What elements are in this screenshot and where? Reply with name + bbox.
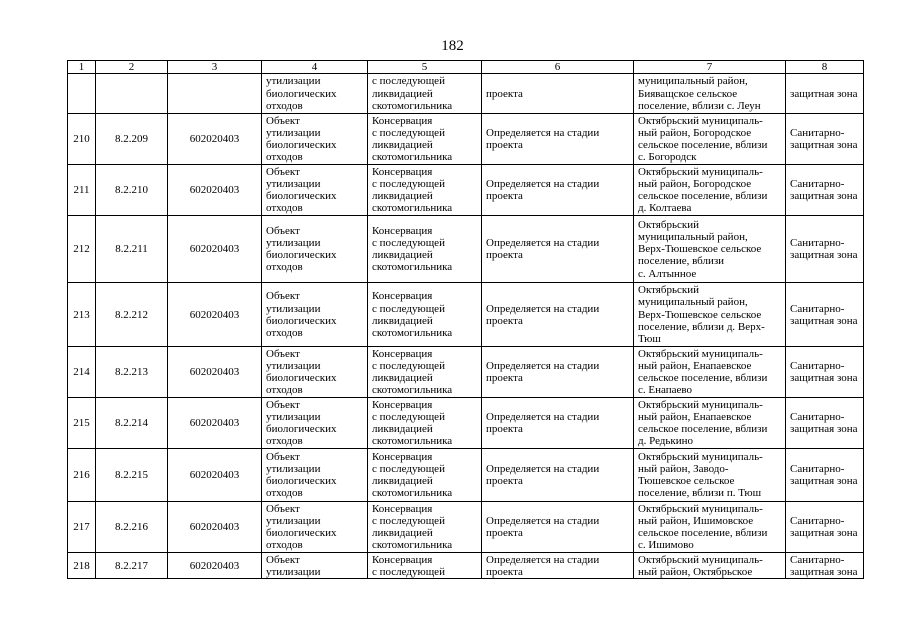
code-cell: 8.2.212 [96,283,168,347]
row-number-cell: 214 [68,347,96,398]
location-cell: муниципальный район, Бияващское сельское поселение, вблизи с. Леун [634,74,786,114]
location-cell: Октябрьский муниципаль- ный район, Богородское сельское поселение, вблизи с. Богородск [634,114,786,165]
stage-cell: Определяется на стадии проекта [482,398,634,449]
action-cell: Консервация с последующей ликвидацией скотомогильника [368,283,482,347]
code-cell: 8.2.210 [96,165,168,216]
stage-cell: проекта [482,74,634,114]
stage-cell: Определяется на стадии проекта [482,216,634,283]
classifier-cell: 602020403 [168,553,262,579]
table-row [68,165,864,216]
objects-table [67,60,864,579]
row-number-cell [68,74,96,114]
action-cell: Консервация с последующей ликвидацией скотомогильника [368,216,482,283]
zone-cell: Санитарно- защитная зона [786,502,864,553]
row-number-cell: 218 [68,553,96,579]
location-cell: Октябрьский муниципаль- ный район, Ишимовское сельское поселение, вблизи с. Ишимово [634,502,786,553]
zone-cell: Санитарно- защитная зона [786,283,864,347]
table-row [68,347,864,398]
column-number: 4 [262,61,368,74]
table-row [68,553,864,579]
location-cell: Октябрьский муниципальный район, Верх-Тюшевское сельское поселение, вблизи д. Верх- Тюш [634,283,786,347]
action-cell: Консервация с последующей ликвидацией скотомогильника [368,347,482,398]
row-number-cell: 211 [68,165,96,216]
table-row [68,398,864,449]
location-cell: Октябрьский муниципаль- ный район, Богородское сельское поселение, вблизи д. Колтаева [634,165,786,216]
stage-cell: Определяется на стадии проекта [482,283,634,347]
row-number-cell: 216 [68,449,96,502]
stage-cell: Определяется на стадии проекта [482,165,634,216]
stage-cell: Определяется на стадии проекта [482,347,634,398]
stage-cell: Определяется на стадии проекта [482,449,634,502]
object-cell: Объект утилизации биологических отходов [262,216,368,283]
classifier-cell: 602020403 [168,347,262,398]
zone-cell: Санитарно- защитная зона [786,216,864,283]
location-cell: Октябрьский муниципаль- ный район, Заводо- Тюшевское сельское поселение, вблизи п. Тюш [634,449,786,502]
object-cell: утилизации биологических отходов [262,74,368,114]
page-number: 182 [441,38,464,54]
object-cell: Объект утилизации биологических отходов [262,283,368,347]
code-cell: 8.2.217 [96,553,168,579]
code-cell: 8.2.209 [96,114,168,165]
location-cell: Октябрьский муниципаль- ный район, Енапаевское сельское поселение, вблизи с. Енапаево [634,347,786,398]
action-cell: Консервация с последующей ликвидацией скотомогильника [368,114,482,165]
location-cell: Октябрьский муниципаль- ный район, Октябрьское [634,553,786,579]
zone-cell: Санитарно- защитная зона [786,553,864,579]
classifier-cell: 602020403 [168,114,262,165]
zone-cell: Санитарно- защитная зона [786,398,864,449]
table-row [68,114,864,165]
classifier-cell: 602020403 [168,216,262,283]
classifier-cell [168,74,262,114]
stage-cell: Определяется на стадии проекта [482,553,634,579]
zone-cell: Санитарно- защитная зона [786,449,864,502]
column-number: 6 [482,61,634,74]
action-cell: Консервация с последующей ликвидацией скотомогильника [368,165,482,216]
row-number-cell: 215 [68,398,96,449]
code-cell: 8.2.213 [96,347,168,398]
object-cell: Объект утилизации биологических отходов [262,347,368,398]
row-number-cell: 217 [68,502,96,553]
code-cell: 8.2.211 [96,216,168,283]
row-number-cell: 213 [68,283,96,347]
table-row [68,283,864,347]
column-number: 7 [634,61,786,74]
object-cell: Объект утилизации биологических отходов [262,165,368,216]
code-cell: 8.2.215 [96,449,168,502]
table-row [68,502,864,553]
action-cell: Консервация с последующей ликвидацией скотомогильника [368,502,482,553]
action-cell: Консервация с последующей ликвидацией скотомогильника [368,398,482,449]
row-number-cell: 210 [68,114,96,165]
column-number: 3 [168,61,262,74]
object-cell: Объект утилизации биологических отходов [262,502,368,553]
object-cell: Объект утилизации биологических отходов [262,449,368,502]
column-number: 1 [68,61,96,74]
stage-cell: Определяется на стадии проекта [482,114,634,165]
zone-cell: Санитарно- защитная зона [786,114,864,165]
object-cell: Объект утилизации биологических отходов [262,114,368,165]
classifier-cell: 602020403 [168,165,262,216]
stage-cell: Определяется на стадии проекта [482,502,634,553]
table-row-continued [68,74,864,114]
location-cell: Октябрьский муниципальный район, Верх-Тюшевское сельское поселение, вблизи с. Алтынное [634,216,786,283]
object-cell: Объект утилизации [262,553,368,579]
action-cell: Консервация с последующей [368,553,482,579]
code-cell: 8.2.216 [96,502,168,553]
zone-cell: Санитарно- защитная зона [786,165,864,216]
row-number-cell: 212 [68,216,96,283]
zone-cell: Санитарно- защитная зона [786,347,864,398]
zone-cell: защитная зона [786,74,864,114]
column-number: 2 [96,61,168,74]
classifier-cell: 602020403 [168,449,262,502]
code-cell [96,74,168,114]
location-cell: Октябрьский муниципаль- ный район, Енапаевское сельское поселение, вблизи д. Редькино [634,398,786,449]
classifier-cell: 602020403 [168,502,262,553]
table-row [68,449,864,502]
action-cell: с последующей ликвидацией скотомогильника [368,74,482,114]
action-cell: Консервация с последующей ликвидацией скотомогильника [368,449,482,502]
classifier-cell: 602020403 [168,283,262,347]
object-cell: Объект утилизации биологических отходов [262,398,368,449]
classifier-cell: 602020403 [168,398,262,449]
column-number-row [68,61,864,74]
table-row [68,216,864,283]
column-number: 8 [786,61,864,74]
column-number: 5 [368,61,482,74]
code-cell: 8.2.214 [96,398,168,449]
